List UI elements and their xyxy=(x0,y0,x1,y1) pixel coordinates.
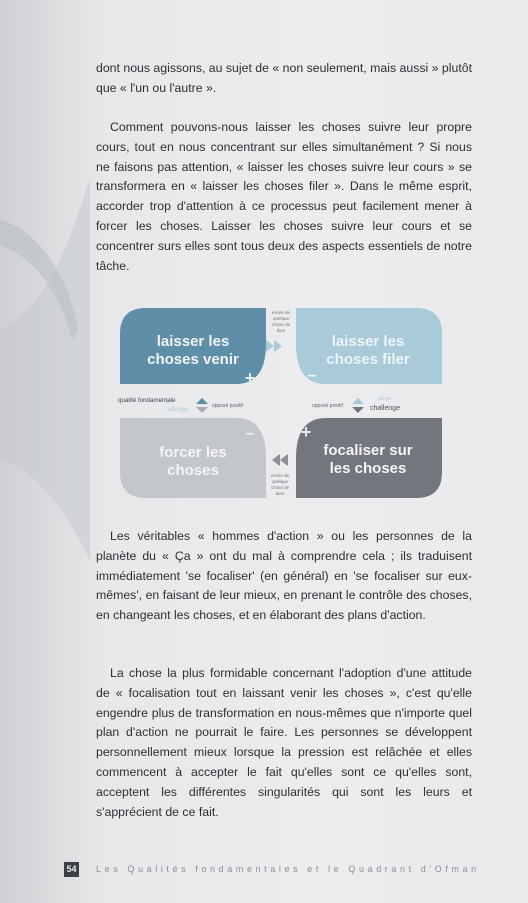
paragraph-4: La chose la plus formidable concernant l'adoption d'une attitude de « focalisation tout en laissant venir les choses », c'est qu'elle engendre plus de transformation en nous-mêmes que n'importe quel plan d'action ne pourrait le faire. Les personnes se développent personnellement mieux lorsque la pression est relâchée et elles commencent à accepter le fait qu'elles sont ce qu'elles sont, acceptent les différentes singularités qui sont les leurs et s'apprécient de ce fait. xyxy=(96,666,472,819)
paragraph-3: Les véritables « hommes d'action » ou les personnes de la planète du « Ça » ont du mal à comprendre cela ; ils traduisent immédiatement 'se focaliser' (en général) en 'se focaliser sur eux-mêmes', en faisant de leur mieux, en prenant le contrôle des choses, en changeant les choses, et en élaborant des plans d'action. xyxy=(96,529,472,623)
plus-sign-top-left: + xyxy=(244,368,256,388)
arrow-down-icon xyxy=(196,407,208,413)
paragraph-2: Comment pouvons-nous laisser les choses suivre leur propre cours, tout en nous concentrant sur elles simultanément ? Si nous ne faisons pas attention, « laisser les choses suivre leur cours » se transformera en « laisser les choses filer ». Dans le même esprit, accorder trop d'attention à ce processus peut facilement mener à forcer les choses. Laisser les choses suivre leur cours et se concentrer surs elles sont tous deux des aspects essentiels de notre tâche. xyxy=(96,120,472,273)
plus-sign-bottom-right: + xyxy=(300,422,312,442)
running-title: Les Qualités fondamentales et le Quadrant d'Ofman xyxy=(96,864,480,874)
quadrant-bottom-left-line1: forcer les xyxy=(159,444,227,461)
double-arrow-right-icon xyxy=(266,340,282,352)
label-piege: piège xyxy=(378,396,392,402)
exces-bottom-line2: quelque xyxy=(271,479,289,484)
label-allergie: allergie xyxy=(168,407,188,413)
label-challenge: challenge xyxy=(370,405,400,412)
decorative-swoosh xyxy=(0,0,90,903)
exces-top-line2: quelque xyxy=(272,316,290,321)
quadrant-bottom-right-line1: focaliser sur xyxy=(323,442,413,459)
quadrant-bottom-right-line2: les choses xyxy=(329,460,407,477)
minus-sign-bottom-left: – xyxy=(245,425,255,442)
exces-bottom-line4: bien xyxy=(275,491,285,496)
quadrant-top-right-line2: choses filer xyxy=(326,351,410,368)
quadrant-bottom-left-line2: choses xyxy=(167,462,219,479)
double-arrow-left-icon xyxy=(272,454,288,466)
quadrant-top-left-line2: choses venir xyxy=(147,351,239,368)
exces-top-line1: excès de xyxy=(271,310,291,315)
quadrant-top-left-line1: laisser les xyxy=(156,333,230,350)
paragraph-1: dont nous agissons, au sujet de « non seulement, mais aussi » plutôt que « l'un ou l'autre ». xyxy=(96,61,472,95)
minus-sign-top-right: – xyxy=(307,367,317,384)
page-footer xyxy=(64,862,484,878)
ofman-quadrant-diagram xyxy=(116,304,446,502)
arrow-up-icon xyxy=(196,398,208,404)
exces-bottom-line3: chose de xyxy=(270,485,290,490)
quadrant-top-right-line1: laisser les xyxy=(331,333,405,350)
exces-top-line3: chose de xyxy=(271,322,291,327)
label-qualite-fondamentale: qualité fondamentale xyxy=(118,397,176,404)
label-oppose-positif-right: opposé positif xyxy=(312,403,343,409)
label-oppose-positif-left: opposé positif xyxy=(212,403,243,409)
exces-top-line4: bien xyxy=(276,328,286,333)
exces-bottom-line1: excès de xyxy=(270,473,290,478)
arrow-down-icon-right xyxy=(352,407,364,413)
arrow-up-icon-right xyxy=(352,398,364,404)
page-number: 54 xyxy=(64,862,79,877)
